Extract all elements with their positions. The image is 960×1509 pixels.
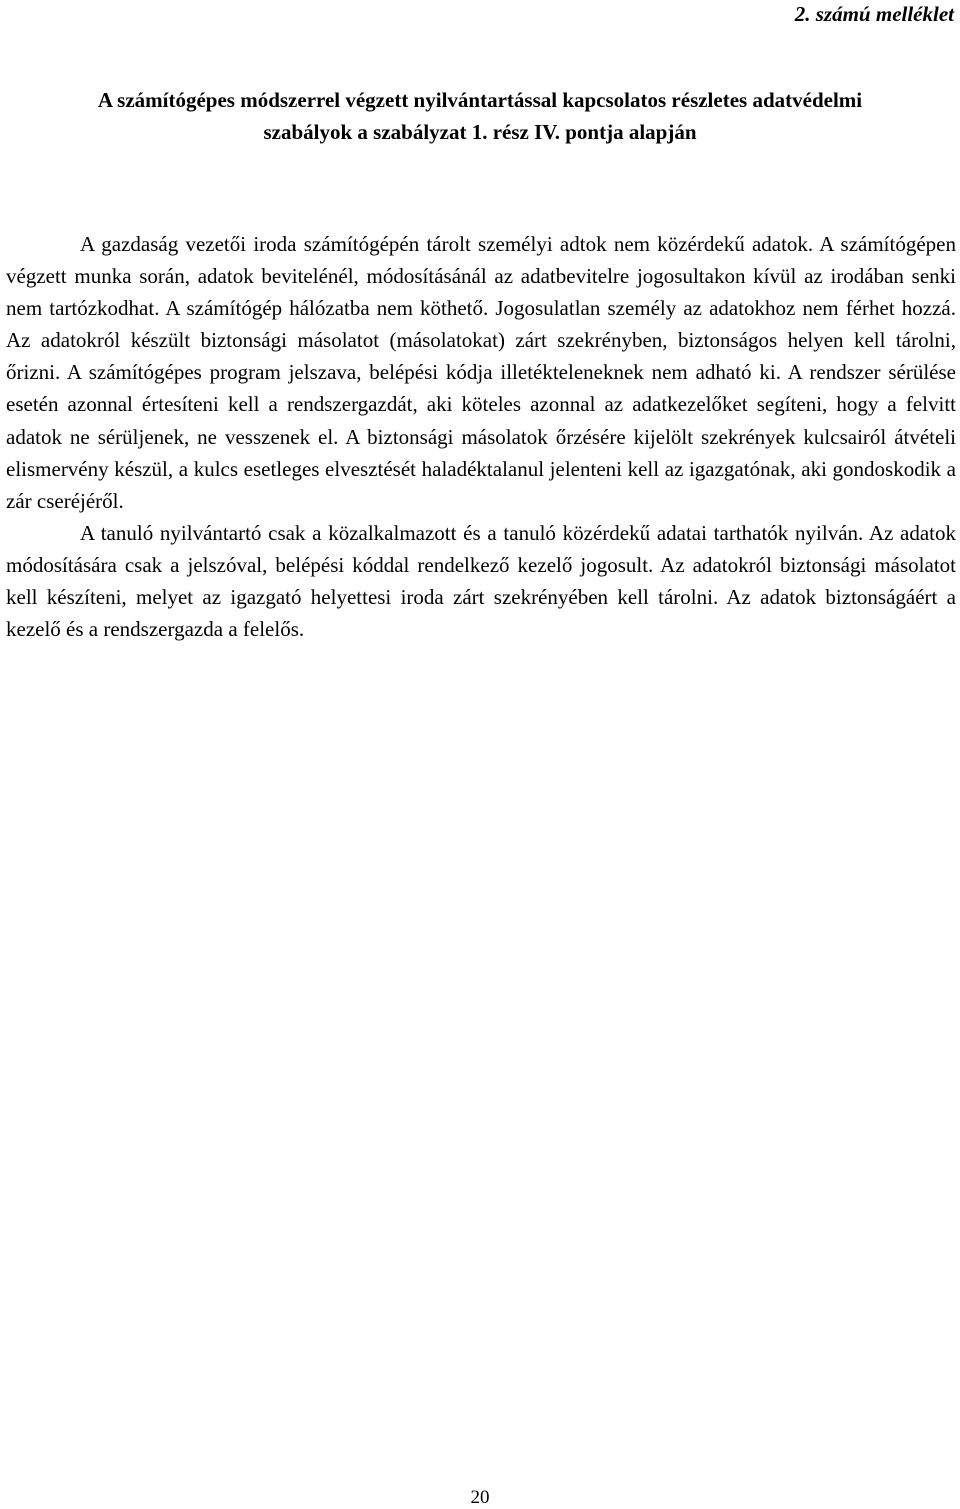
title-line-1: A számítógépes módszerrel végzett nyilvántartással kapcsolatos részletes adatvédelmi — [97, 88, 863, 112]
annex-label: 2. számú melléklet — [794, 2, 954, 26]
title-line-2: szabályok a szabályzat 1. rész IV. pontja alapján — [263, 120, 697, 144]
paragraph-2: A tanuló nyilvántartó csak a közalkalmazott és a tanuló közérdekű adatai tarthatók nyilván. Az adatok módosítására csak a jelszóval, belépési kóddal rendelkező kezelő jogosult. Az adatokról biztonsági másolatot kell készíteni, melyet az igazgató helyettesi iroda zárt szekrényében kell tárolni. Az adatok biztonságáért a kezelő és a rendszergazda a felelős. — [6, 520, 956, 642]
page-number: 20 — [470, 1487, 490, 1508]
document-title — [0, 84, 960, 148]
paragraph-1: A gazdaság vezetői iroda számítógépén tárolt személyi adtok nem közérdekű adatok. A számítógépen végzett munka során, adatok bevitelénél, módosításánál az adatbevitelre jogosultakon kívül az irodában senki nem tartózkodhat. A számítógép hálózatba nem köthető. Jogosulatlan személy az adatokhoz nem férhet hozzá. Az adatokról készült biztonsági másolatot (másolatokat) zárt szekrényben, biztonságos helyen kell tárolni, őrizni. A számítógépes program jelszava, belépési kódja illetékteleneknek nem adható ki. A rendszer sérülése esetén azonnal értesíteni kell a rendszergazdát, aki köteles azonnal az adatkezelőket segíteni, hogy a felvitt adatok ne sérüljenek, ne vesszenek el. A biztonsági másolatok őrzésére kijelölt szekrények kulcsairól átvételi elismervény készül, a kulcs esetleges elvesztését haladéktalanul jelenteni kell az igazgatónak, aki gondoskodik a zár cseréjéről. — [6, 232, 956, 513]
document-body — [6, 228, 956, 645]
